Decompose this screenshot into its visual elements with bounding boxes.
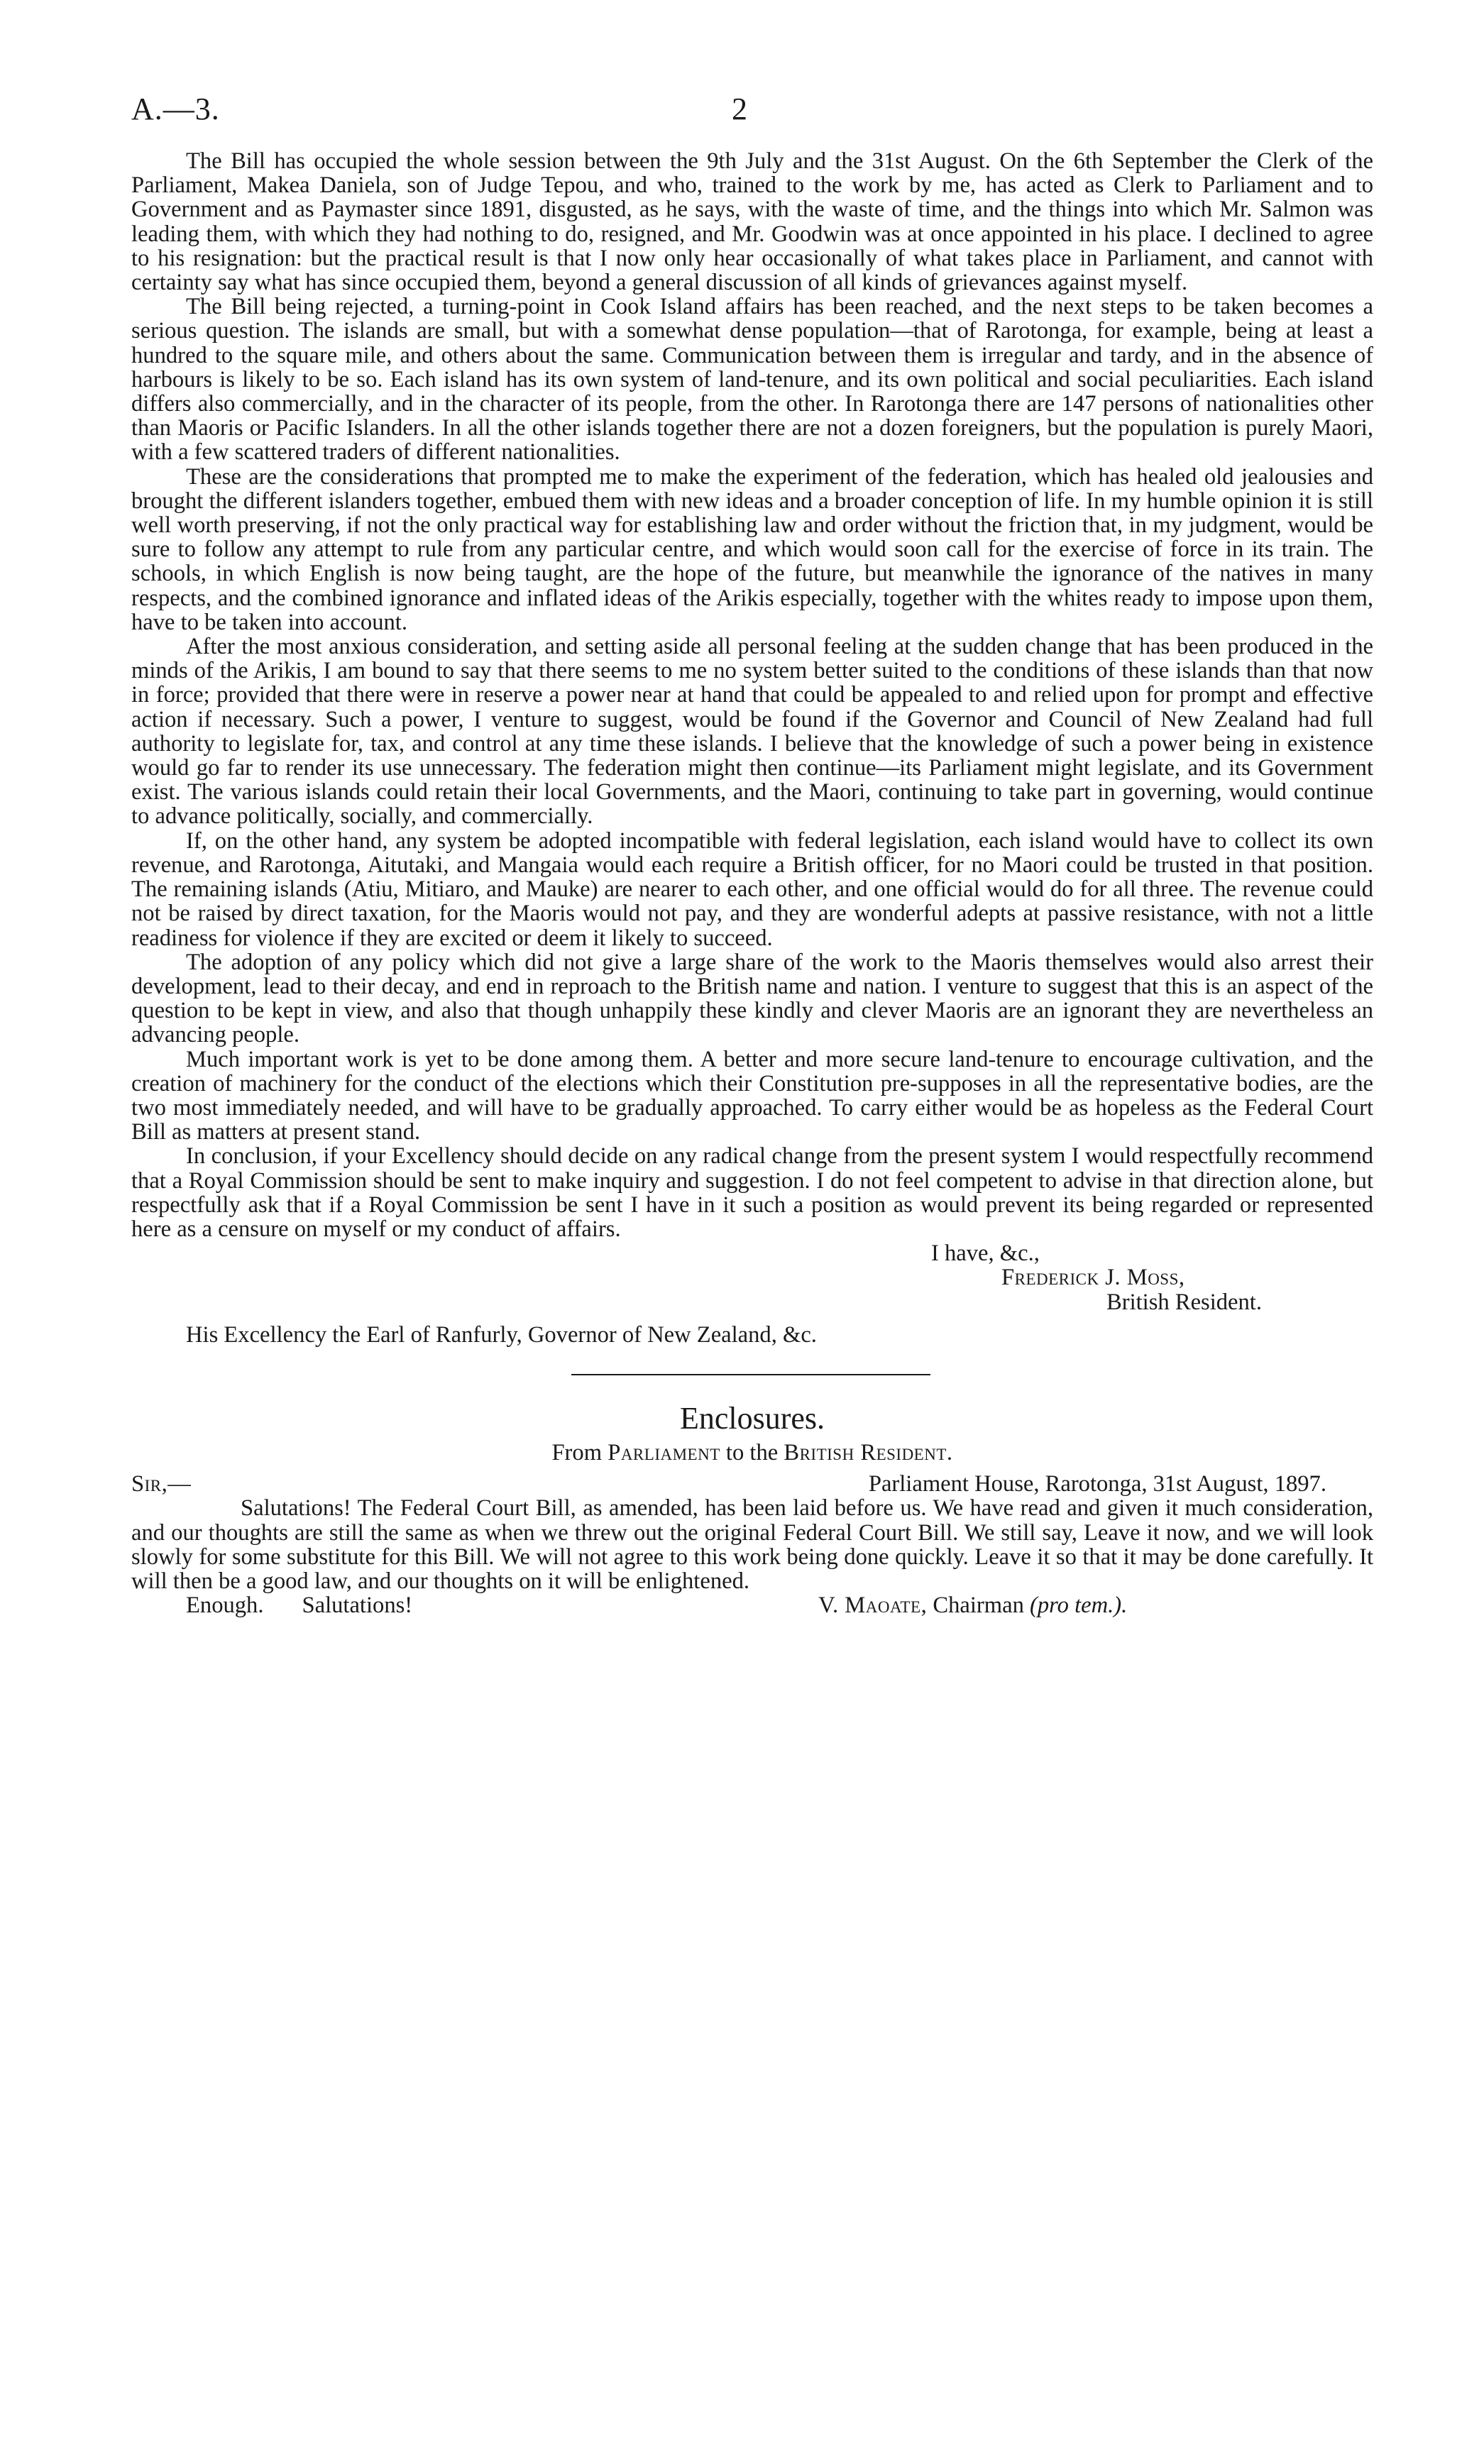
page-reference: A.—3. bbox=[131, 92, 220, 126]
paragraph-conclusion: In conclusion, if your Excellency should decide on any radical change from the present system I would respectfully recommend that a Royal Commission should be sent to make inquiry and suggestion. I do not feel competent to advise in that direction alone, but respectfully ask that if a Royal Commission be sent I have in it such a position as would prevent its being regarded or represented here as a censure on myself or my conduct of affairs. bbox=[131, 1143, 1373, 1242]
enclosure-recipient: British Resident. bbox=[784, 1439, 953, 1465]
salutations-word: Salutations! bbox=[302, 1593, 413, 1619]
paragraph-bill-session: The Bill has occupied the whole session between the 9th July and the 31st August. On the 6th September the Clerk of the Parliament, Makea Daniela, son of Judge Tepou, and who, trained to the work by me, has acted as Clerk to Parliament and to Government and as Paymaster since 1891, disgusted, as he says, with the waste of time, and the things into which Mr. Salmon was leading them, with which they had nothing to do, resigned, and Mr. Goodwin was at once appointed in his place. I declined to agree to his resignation: but the practical result is that I now only hear occasionally of what takes place in Parliament, and cannot with certainty say what has since occupied them, beyond a general discussion of all kinds of grievances against myself. bbox=[131, 148, 1373, 296]
addressee-line: His Excellency the Earl of Ranfurly, Governor of New Zealand, &c. bbox=[186, 1321, 817, 1348]
section-divider bbox=[571, 1374, 930, 1375]
paragraph-other-hand: If, on the other hand, any system be adopted incompatible with federal legislation, each island would have to collect its own revenue, and Rarotonga, Aitutaki, and Mangaia would each require a British officer, for no Maori could be trusted in that position. The remaining islands (Atiu, Mitiaro, and Mauke) are nearer to each other, and one official would do for all three. The revenue could not be raised by direct taxation, for the Maoris would not pay, and they are wonderful adepts at passive resistance, with not a little readiness for violence if they are excited or deem it likely to succeed. bbox=[131, 827, 1373, 951]
signer-note: (pro tem.). bbox=[1030, 1593, 1128, 1619]
signer-role: Chairman bbox=[933, 1593, 1024, 1619]
paragraph-policy: The adoption of any policy which did not give a large share of the work to the Maoris themselves would also arrest their development, lead to their decay, and end in reproach to the British name and nation. I venture to suggest that this is an aspect of the question to be kept in view, and also that though unhappily these kindly and clever Maoris are an ignorant they are nevertheless an advancing people. bbox=[131, 949, 1373, 1048]
letter-heading-row bbox=[131, 1472, 1373, 1496]
enclosure-to-word: to the bbox=[725, 1439, 779, 1465]
paragraph-turning-point: The Bill being rejected, a turning-point in Cook Island affairs has been reached, and the next steps to be taken becomes a serious question. The islands are small, but with a somewhat dense population—that of Rarotonga, for example, being at least a hundred to the square mile, and others about the same. Communication between them is irregular and tardy, and in the absence of harbours is likely to be so. Each island has its own system of land-tenure, and its own political and social peculiarities. Each island differs also commercially, and in the character of its people, from the other. In Rarotonga there are 147 persons of nationalities other than Maoris or Pacific Islanders. In all the other islands together there are not a dozen foreigners, but the population is purely Maori, with a few scattered traders of different nationalities. bbox=[131, 294, 1373, 466]
signer-name: V. Maoate, bbox=[818, 1593, 928, 1619]
page-number: 2 bbox=[732, 92, 747, 126]
enclosure-signoff-row bbox=[131, 1593, 1373, 1617]
closing-salutation: I have, &c., bbox=[931, 1241, 1040, 1267]
enclosure-sender: Parliament bbox=[608, 1439, 720, 1465]
paragraph-consideration: After the most anxious consideration, and setting aside all personal feeling at the sudden change that has been produced in the minds of the Arikis, I am bound to say that there seems to me no system better suited to the conditions of these islands than that now in force; provided that there were in reserve a power near at hand that could be appealed to and relied upon for prompt and effective action if necessary. Such a power, I venture to suggest, would be found if the Governor and Council of New Zealand had full authority to legislate for, tax, and control at any time these islands. I believe that the knowledge of such a power being in existence would go far to render its use unnecessary. The federation might then continue—its Parliament might legislate, and its Government exist. The various islands could retain their local Governments, and the Maori, continuing to take part in governing, would continue to advance politically, socially, and commercially. bbox=[131, 634, 1373, 830]
letter-greeting: Sir,— bbox=[131, 1471, 192, 1497]
paragraph-important-work: Much important work is yet to be done among them. A better and more secure land-tenure to encourage cultivation, and the creation of machinery for the conduct of the elections which their Constitution pre-supposes in all the representative bodies, are the two most immediately needed, and will have to be gradually approached. To carry either would be as hopeless as the Federal Court Bill as matters at present stand. bbox=[131, 1046, 1373, 1145]
signatory-name: Frederick J. Moss, bbox=[1001, 1265, 1185, 1291]
enough-word: Enough. bbox=[186, 1593, 264, 1619]
enclosure-subheading bbox=[131, 1441, 1373, 1465]
enclosures-heading: Enclosures. bbox=[679, 1400, 825, 1436]
enclosure-signer bbox=[818, 1593, 1127, 1617]
enclosure-letter-body: Salutations! The Federal Court Bill, as amended, has been laid before us. We have read and given it much consideration, and our thoughts are still the same as when we threw out the original Federal Court Bill. We still say, Leave it now, and we will look slowly for some substitute for this Bill. We will not agree to this work being done quickly. Leave it so that it may be done carefully. It will then be a good law, and our thoughts on it will be enlightened. bbox=[131, 1495, 1373, 1594]
paragraph-federation: These are the considerations that prompted me to make the experiment of the federation, which has healed old jealousies and brought the different islanders together, embued them with new ideas and a broader conception of life. In my humble opinion it is still well worth preserving, if not the only practical way for establishing law and order without the friction that, in my judgment, would be sure to follow any attempt to rule from any particular centre, and which would soon call for the exercise of force in its train. The schools, in which English is now being taught, are the hope of the future, but meanwhile the ignorance of the natives in many respects, and the combined ignorance and inflated ideas of the Arikis especially, together with the whites ready to impose upon them, have to be taken into account. bbox=[131, 463, 1373, 635]
enclosure-from-word: From bbox=[551, 1439, 603, 1465]
letter-body bbox=[131, 149, 1373, 1617]
signatory-title: British Resident. bbox=[1106, 1289, 1262, 1315]
letter-dateline: Parliament House, Rarotonga, 31st August, 1897. bbox=[868, 1471, 1326, 1497]
